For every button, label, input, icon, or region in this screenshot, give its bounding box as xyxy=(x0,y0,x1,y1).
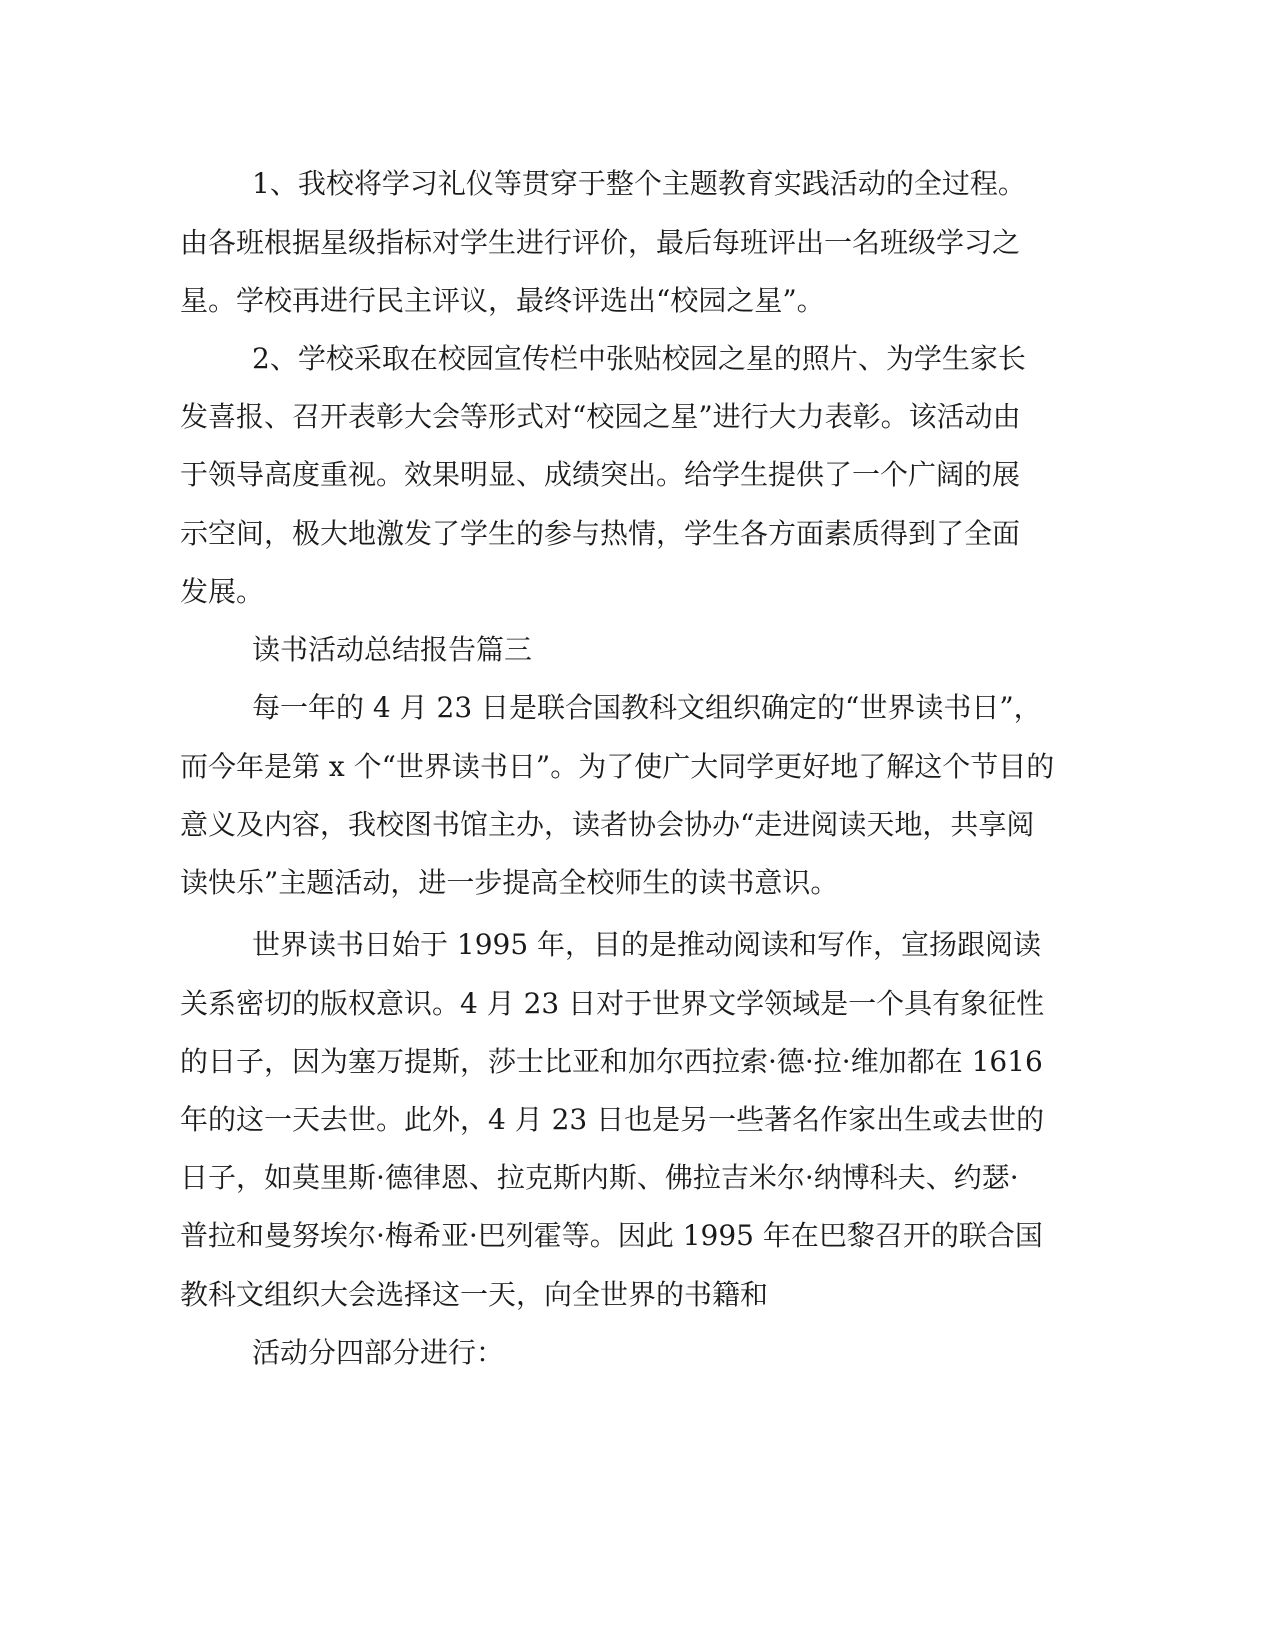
paragraph-4-line-7: 教科文组织大会选择这一天，向全世界的书籍和 xyxy=(180,1278,769,1311)
paragraph-4-line-6: 普拉和曼努埃尔·梅希亚·巴列霍等。因此 1995 年在巴黎召开的联合国 xyxy=(180,1219,1043,1252)
paragraph-3-line-1: 每一年的 4 月 23 日是联合国教科文组织确定的“世界读书日”， xyxy=(252,691,1042,724)
paragraph-5-line-1: 活动分四部分进行： xyxy=(252,1336,505,1369)
paragraph-1-line-1: 1、我校将学习礼仪等贯穿于整个主题教育实践活动的全过程。 xyxy=(252,167,1026,200)
paragraph-3-line-3: 意义及内容，我校图书馆主办，读者协会协办“走进阅读天地，共享阅 xyxy=(180,808,1035,841)
paragraph-3-line-4: 读快乐”主题活动，进一步提高全校师生的读书意识。 xyxy=(180,866,839,899)
paragraph-2-line-2: 发喜报、召开表彰大会等形式对“校园之星”进行大力表彰。该活动由 xyxy=(180,400,1021,433)
paragraph-1-line-2: 由各班根据星级指标对学生进行评价，最后每班评出一名班级学习之 xyxy=(180,226,1021,259)
paragraph-4-line-1: 世界读书日始于 1995 年，目的是推动阅读和写作，宣扬跟阅读 xyxy=(252,928,1042,961)
paragraph-4-line-3: 的日子，因为塞万提斯，莎士比亚和加尔西拉索·德·拉·维加都在 1616 xyxy=(180,1045,1043,1078)
paragraph-2-line-1: 2、学校采取在校园宣传栏中张贴校园之星的照片、为学生家长 xyxy=(252,342,1026,375)
paragraph-2-line-5: 发展。 xyxy=(180,575,265,608)
paragraph-4-line-2: 关系密切的版权意识。4 月 23 日对于世界文学领域是一个具有象征性 xyxy=(180,987,1045,1020)
paragraph-3-line-2: 而今年是第 x 个“世界读书日”。为了使广大同学更好地了解这个节目的 xyxy=(180,750,1055,783)
paragraph-4-line-5: 日子，如莫里斯·德律恩、拉克斯内斯、佛拉吉米尔·纳博科夫、约瑟· xyxy=(180,1161,1019,1194)
section-heading: 读书活动总结报告篇三 xyxy=(252,633,533,666)
paragraph-4-line-4: 年的这一天去世。此外，4 月 23 日也是另一些著名作家出生或去世的 xyxy=(180,1103,1045,1136)
paragraph-2-line-4: 示空间，极大地激发了学生的参与热情，学生各方面素质得到了全面 xyxy=(180,517,1021,550)
paragraph-2-line-3: 于领导高度重视。效果明显、成绩突出。给学生提供了一个广阔的展 xyxy=(180,458,1021,491)
paragraph-1-line-3: 星。学校再进行民主评议，最终评选出“校园之星”。 xyxy=(180,284,825,317)
